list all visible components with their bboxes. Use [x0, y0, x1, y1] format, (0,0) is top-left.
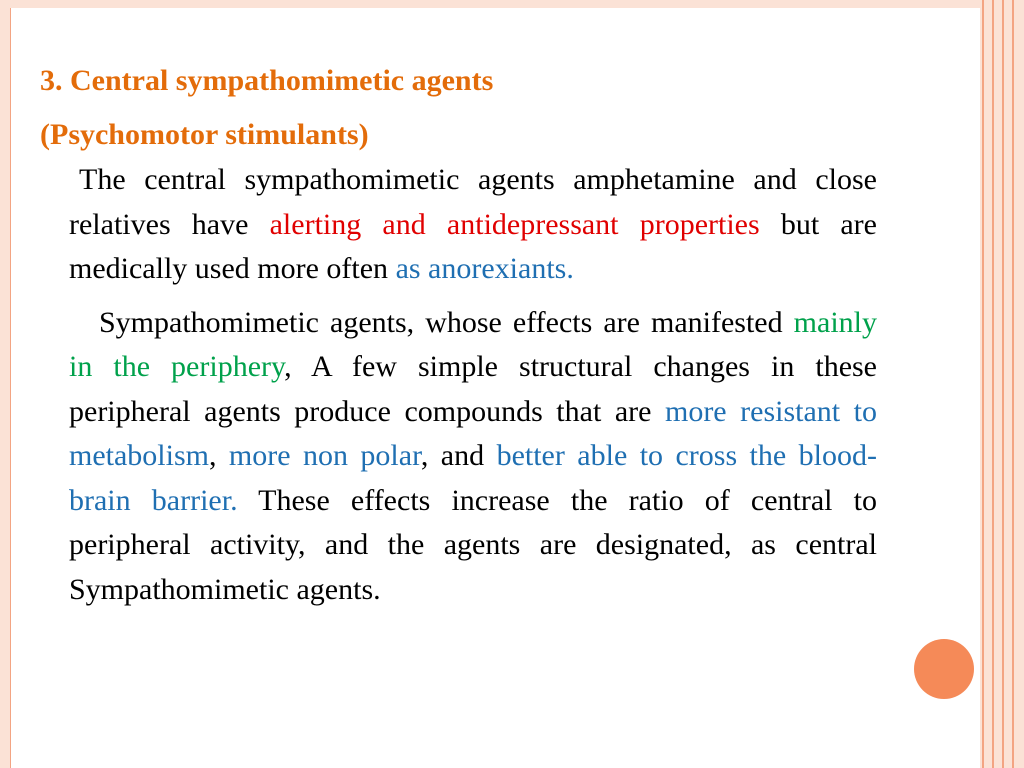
right-stripe	[982, 0, 984, 768]
slide-title	[40, 54, 493, 162]
slide-body	[69, 158, 877, 612]
slide-frame-left	[0, 0, 10, 768]
right-stripe	[1002, 0, 1004, 768]
slide-title-line2: (Psychomotor stimulants)	[40, 118, 369, 151]
paragraph-2-text-3: ,	[208, 439, 229, 472]
paragraph-2-text: Sympathomimetic agents, whose effects are manifested	[99, 305, 794, 339]
paragraph-2-text-5: These effects increase the ratio of central to peripheral activity, and the agents are designated, as central Sympathomimetic agents.	[69, 483, 877, 606]
paragraph-2-text-2: , A few simple structural changes in these peripheral agents produce compounds that are	[69, 350, 878, 428]
slide-title-line1: 3. Central sympathomimetic agents	[40, 64, 494, 97]
slide-frame-left-line	[10, 8, 11, 768]
paragraph-1	[69, 158, 877, 292]
highlight-blood-brain-barrier: better able to cross the blood-brain barrier.	[69, 439, 877, 517]
highlight-periphery: mainly in the periphery	[69, 305, 877, 383]
highlight-non-polar: more non polar	[228, 439, 421, 472]
decorative-circle	[914, 639, 974, 699]
right-stripe	[992, 0, 994, 768]
paragraph-1-text: The central sympathomimetic agents amphetamine and close relatives have	[69, 163, 877, 241]
paragraph-1-text-2: but are medically used more often	[69, 207, 877, 285]
slide-frame-top	[0, 0, 1024, 8]
paragraph-2	[69, 301, 877, 613]
highlight-alerting-antidepressant: alerting and antidepressant properties	[269, 207, 760, 241]
highlight-anorexiants: as anorexiants.	[395, 252, 574, 285]
paragraph-2-text-4: , and	[420, 439, 497, 472]
right-stripe	[1012, 0, 1014, 768]
highlight-metabolism: more resistant to metabolism	[69, 394, 877, 472]
